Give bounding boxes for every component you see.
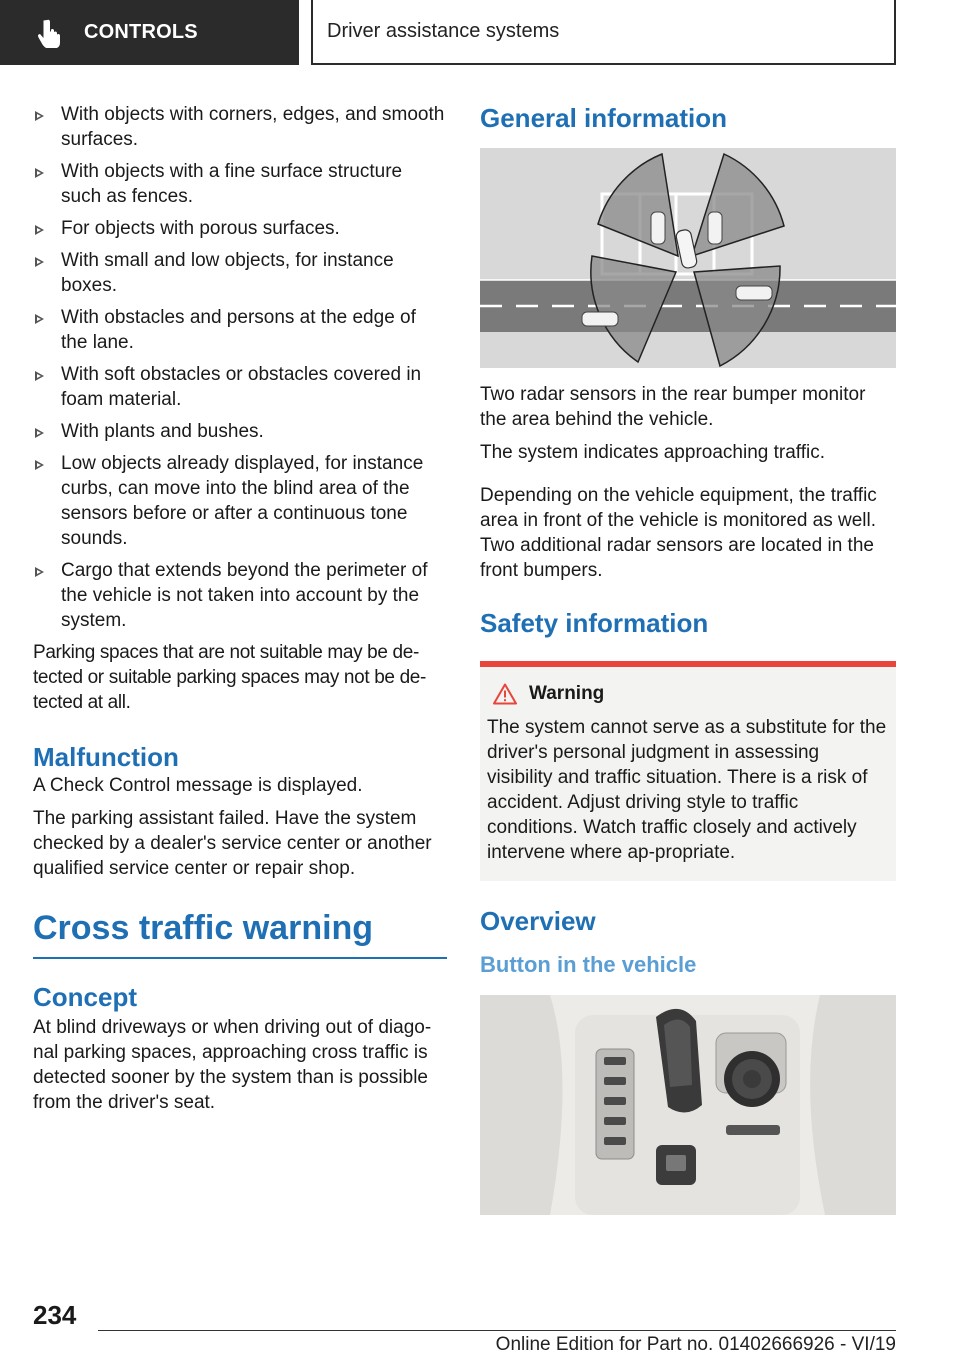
general-text-2: The system indicates approaching traffic. [480,442,825,463]
console-illustration [480,995,896,1215]
radar-coverage-illustration [480,148,896,368]
concept-text: At blind driveways or when driving out of diago-nal parking spaces, approaching cross traffic is detected sooner by the system than is possible from the driver's seat. [33,1017,432,1113]
chapter-title-box [311,0,896,65]
overview-heading: Overview [480,906,596,936]
list-item: For objects with porous surfaces. [33,216,447,241]
right-column [480,102,896,1215]
parking-paragraph: Parking spaces that are not suitable may be de-tected or suitable parking spaces may not be de-tected at all. [33,642,426,713]
general-text-3: Depending on the vehicle equipment, the traffic area in front of the vehicle is monitored as well. Two additional radar sensors are located in the front bumpers. [480,485,877,581]
malfunction-text-2: The parking assistant failed. Have the system checked by a dealer's service center or another qualified service center or repair shop. [33,808,432,879]
cross-traffic-heading: Cross traffic warning [33,909,374,947]
chapter-title: Driver assistance systems [327,20,560,42]
section-tab [0,0,299,65]
list-item: With objects with a fine surface structure such as fences. [33,159,447,209]
warning-title: Warning [529,683,605,704]
footer-rule [98,1330,896,1331]
list-item: Low objects already displayed, for instance curbs, can move into the blind area of the sensors before or after a continuous tone sounds. [33,451,447,551]
general-text-1: Two radar sensors in the rear bumper monitor the area behind the vehicle. [480,384,866,430]
warning-header [493,683,889,705]
heading-rule [33,957,447,959]
warning-box [480,661,896,881]
section-label: CONTROLS [84,21,198,43]
list-item: With soft obstacles or obstacles covered in foam material. [33,362,447,412]
list-item: With objects with corners, edges, and smooth surfaces. [33,102,447,152]
button-heading: Button in the vehicle [480,952,697,977]
malfunction-heading: Malfunction [33,742,179,772]
warning-triangle-icon [493,683,517,705]
edition-note: Online Edition for Part no. 01402666926 - VI/19 [495,1334,896,1355]
left-column [33,102,447,1123]
malfunction-text-1: A Check Control message is displayed. [33,775,363,796]
list-item: With obstacles and persons at the edge of the lane. [33,305,447,355]
list-item: With plants and bushes. [33,419,447,444]
list-item: With small and low objects, for instance boxes. [33,248,447,298]
hand-pointer-icon [38,18,64,48]
safety-info-heading: Safety information [480,608,709,638]
page-number: 234 [33,1300,77,1330]
warning-text: The system cannot serve as a substitute for the driver's personal judgment in assessing visibility and traffic situation. There is a risk of accident. Adjust driving style to traffic conditions. Watch traffic closely and actively intervene where ap-propriate. [487,717,887,863]
radar-diagram [480,148,896,368]
general-info-heading: General information [480,103,728,133]
center-console-photo [480,995,896,1215]
concept-heading: Concept [33,982,137,1012]
list-item: Cargo that extends beyond the perimeter of the vehicle is not taken into account by the system. [33,558,447,633]
